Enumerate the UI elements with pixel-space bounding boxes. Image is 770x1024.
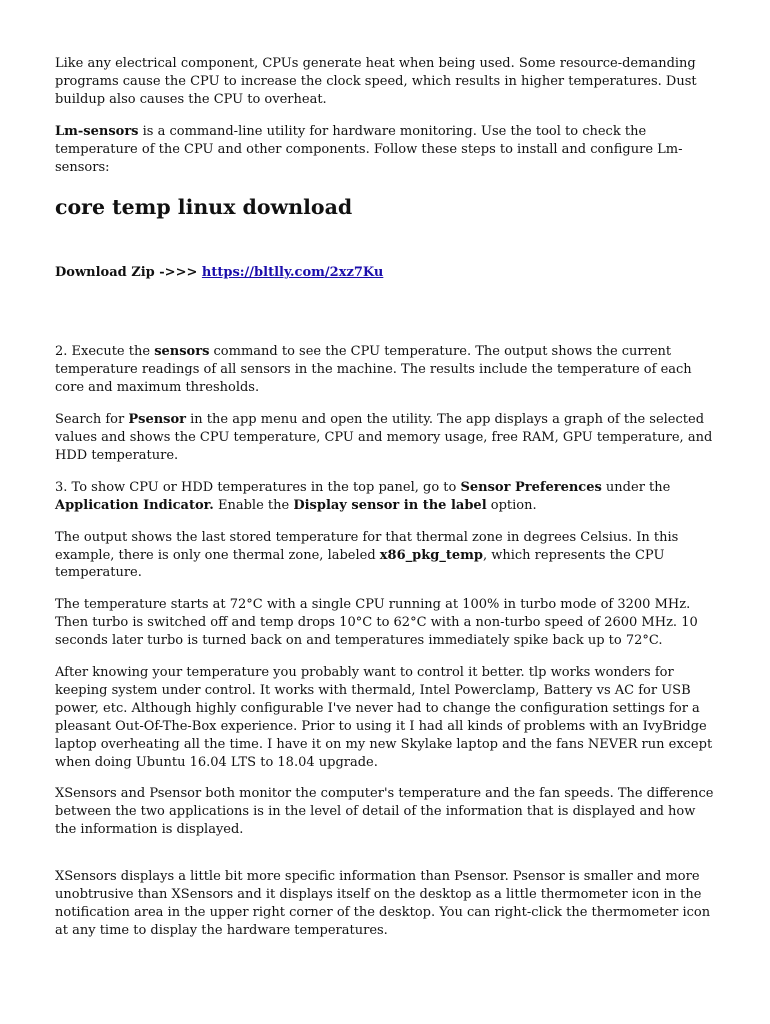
xsensors-detail-paragraph: XSensors displays a little bit more specific information than Psensor. Psensor is smaller and more unobtrusive than XSensors and it displays itself on the desktop as a little thermometer icon in the notification area in the upper right corner of the desktop. You can right-click the thermometer icon at any time to display the hardware temperatures. [55, 869, 711, 938]
lm-sensors-paragraph [55, 123, 720, 177]
application-indicator-term: Application Indicator. [55, 497, 214, 513]
download-line [55, 264, 720, 282]
step-3-text-e: Enable the [213, 497, 294, 513]
step-3-paragraph [55, 479, 720, 515]
download-link[interactable]: https://bltlly.com/2xz7Ku [201, 265, 384, 281]
lm-sensors-text: is a command-line utility for hardware monitoring. Use the tool to check the temperature of the CPU and other components. Follow these steps to install and configure Lm-sensors: [55, 123, 683, 175]
xsensors-psensor-paragraph: XSensors and Psensor both monitor the computer's temperature and the fan speeds. The difference between the two applications is in the level of detail of the information that is displayed and how the information is displayed. [55, 786, 714, 838]
sensor-preferences-term: Sensor Preferences [460, 479, 602, 495]
thermal-zone-paragraph [55, 529, 720, 583]
lm-sensors-term: Lm-sensors [55, 123, 139, 139]
turbo-paragraph: The temperature starts at 72°C with a single CPU running at 100% in turbo mode of 3200 MHz. Then turbo is switched off and temp drops 10°C to 62°C with a non-turbo speed of 2600 MHz. 10 seconds later turbo is turned back on and temperatures immediately spike back up to 72°C. [55, 597, 698, 649]
tlp-paragraph: After knowing your temperature you probably want to control it better. tlp works wonders for keeping system under control. It works with thermald, Intel Powerclamp, Battery vs AC for USB power, etc. Although highly configurable I've never had to change the configuration settings for a pleasant Out-Of-The-Box experience. Prior to using it I had all kinds of problems with an IvyBridge laptop overheating all the time. I have it on my new Skylake laptop and the fans NEVER run except when doing Ubuntu 16.04 LTS to 18.04 upgrade. [55, 665, 713, 770]
step-2-text-c: command to see the CPU temperature. The output shows the current temperature readings of all sensors in the machine. The results include the temperature of each core and maximum thresholds. [55, 344, 692, 396]
step-3-text-a: 3. To show CPU or HDD temperatures in the top panel, go to [55, 479, 461, 495]
x86-pkg-temp-term: x86_pkg_temp [379, 547, 483, 563]
psensor-text-a: Search for [55, 412, 129, 428]
page-heading: core temp linux download [55, 195, 353, 220]
thermal-zone-text-a: The output shows the last stored temperature for that thermal zone in degrees Celsius. In this example, there is only one thermal zone, labeled [55, 529, 679, 563]
sensors-command: sensors [154, 344, 210, 360]
download-label: Download Zip ->>> [55, 265, 202, 281]
intro-paragraph: Like any electrical component, CPUs generate heat when being used. Some resource-demanding programs cause the CPU to increase the clock speed, which results in higher temperatures. Dust buildup also causes the CPU to overheat. [55, 56, 697, 107]
document-page [55, 55, 720, 940]
step-2-text-a: 2. Execute the [55, 344, 155, 360]
thermal-zone-text-c: , which represents the CPU temperature. [55, 547, 665, 581]
display-sensor-term: Display sensor in the label [293, 497, 487, 513]
step-3-text-c: under the [601, 479, 671, 495]
psensor-text-c: in the app menu and open the utility. The app displays a graph of the selected values and shows the CPU temperature, CPU and memory usage, free RAM, GPU temperature, and HDD temperature. [55, 412, 713, 463]
step-2-paragraph [55, 343, 720, 397]
step-3-text-g: option. [486, 497, 537, 513]
psensor-paragraph [55, 411, 720, 465]
psensor-term: Psensor [128, 412, 186, 428]
